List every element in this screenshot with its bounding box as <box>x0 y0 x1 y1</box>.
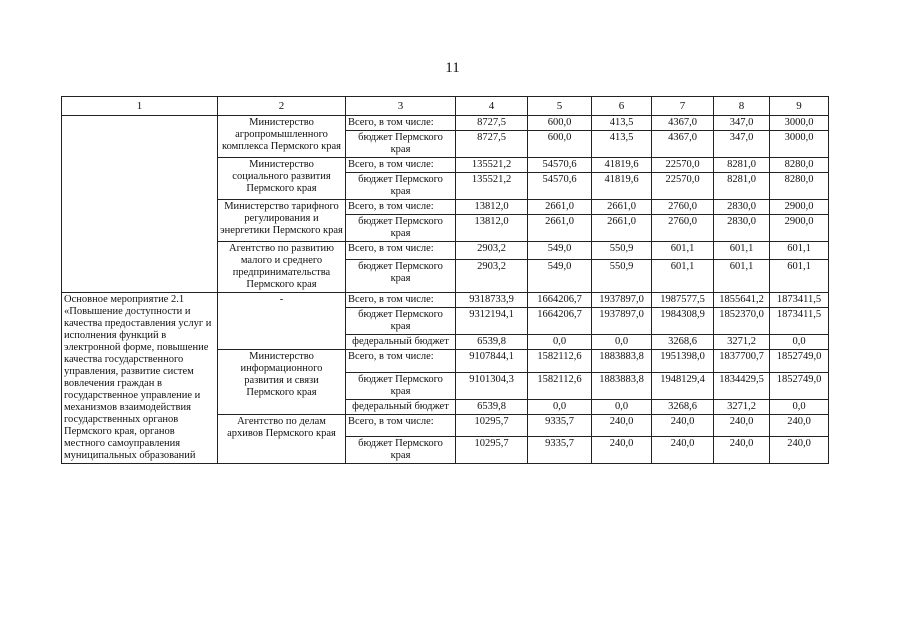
value-cell: 0,0 <box>770 335 829 350</box>
value-cell: 0,0 <box>592 335 652 350</box>
value-cell: 4367,0 <box>652 116 714 131</box>
value-cell: 3271,2 <box>714 399 770 414</box>
funding-source-cell: Всего, в том числе: <box>346 158 456 173</box>
value-cell: 2830,0 <box>714 200 770 215</box>
funding-source-cell: бюджет Пермского края <box>346 372 456 399</box>
value-cell: 240,0 <box>714 414 770 437</box>
table-row <box>62 293 829 308</box>
header-row <box>62 97 829 116</box>
funding-source-cell: Всего, в том числе: <box>346 293 456 308</box>
value-cell: 2900,0 <box>770 215 829 242</box>
value-cell: 240,0 <box>652 414 714 437</box>
value-cell: 1883883,8 <box>592 372 652 399</box>
column-header: 3 <box>346 97 456 116</box>
value-cell: 347,0 <box>714 131 770 158</box>
value-cell: 9107844,1 <box>456 350 528 373</box>
value-cell: 601,1 <box>714 260 770 293</box>
value-cell: 413,5 <box>592 131 652 158</box>
column-header: 5 <box>528 97 592 116</box>
value-cell: 9335,7 <box>528 414 592 437</box>
value-cell: 240,0 <box>770 414 829 437</box>
value-cell: 549,0 <box>528 260 592 293</box>
value-cell: 549,0 <box>528 242 592 260</box>
value-cell: 1664206,7 <box>528 293 592 308</box>
value-cell: 6539,8 <box>456 399 528 414</box>
value-cell: 600,0 <box>528 131 592 158</box>
value-cell: 8727,5 <box>456 131 528 158</box>
value-cell: 135521,2 <box>456 158 528 173</box>
value-cell: 3268,6 <box>652 399 714 414</box>
value-cell: 10295,7 <box>456 414 528 437</box>
value-cell: 22570,0 <box>652 158 714 173</box>
value-cell: 601,1 <box>652 242 714 260</box>
value-cell: 1664206,7 <box>528 308 592 335</box>
value-cell: 8727,5 <box>456 116 528 131</box>
value-cell: 2900,0 <box>770 200 829 215</box>
value-cell: 13812,0 <box>456 215 528 242</box>
value-cell: 22570,0 <box>652 173 714 200</box>
value-cell: 601,1 <box>770 260 829 293</box>
value-cell: 600,0 <box>528 116 592 131</box>
value-cell: 240,0 <box>652 437 714 464</box>
value-cell: 8281,0 <box>714 158 770 173</box>
value-cell: 9101304,3 <box>456 372 528 399</box>
column-header: 8 <box>714 97 770 116</box>
value-cell: 0,0 <box>528 335 592 350</box>
value-cell: 240,0 <box>770 437 829 464</box>
value-cell: 4367,0 <box>652 131 714 158</box>
funding-source-cell: бюджет Пермского края <box>346 215 456 242</box>
funding-source-cell: бюджет Пермского края <box>346 173 456 200</box>
page-number: 11 <box>445 60 460 76</box>
value-cell: 1852749,0 <box>770 350 829 373</box>
activity-cell: Основное мероприятие 2.1 «Повышение доступности и качества предоставления услуг и исполнения функций в электронной форме, повышение качества государственного управления, развитие систем вовлечения граждан в государственное управление и механизмов взаимодействия государственных органов Пермского края, органов местного самоуправления муниципальных образований <box>62 293 218 464</box>
value-cell: 240,0 <box>592 437 652 464</box>
executor-cell: Агентство по развитию малого и среднего предпринимательства Пермского края <box>218 242 346 293</box>
value-cell: 54570,6 <box>528 158 592 173</box>
value-cell: 1937897,0 <box>592 308 652 335</box>
value-cell: 550,9 <box>592 242 652 260</box>
value-cell: 347,0 <box>714 116 770 131</box>
value-cell: 3268,6 <box>652 335 714 350</box>
funding-source-cell: бюджет Пермского края <box>346 308 456 335</box>
value-cell: 1852370,0 <box>714 308 770 335</box>
value-cell: 2903,2 <box>456 260 528 293</box>
executor-cell: Министерство агропромышленного комплекса Пермского края <box>218 116 346 158</box>
value-cell: 1984308,9 <box>652 308 714 335</box>
funding-source-cell: бюджет Пермского края <box>346 437 456 464</box>
value-cell: 601,1 <box>770 242 829 260</box>
funding-source-cell: Всего, в том числе: <box>346 242 456 260</box>
value-cell: 1852749,0 <box>770 372 829 399</box>
value-cell: 1987577,5 <box>652 293 714 308</box>
value-cell: 1837700,7 <box>714 350 770 373</box>
value-cell: 3000,0 <box>770 131 829 158</box>
value-cell: 54570,6 <box>528 173 592 200</box>
value-cell: 1582112,6 <box>528 372 592 399</box>
value-cell: 41819,6 <box>592 173 652 200</box>
value-cell: 2760,0 <box>652 215 714 242</box>
value-cell: 9318733,9 <box>456 293 528 308</box>
value-cell: 2760,0 <box>652 200 714 215</box>
value-cell: 2903,2 <box>456 242 528 260</box>
column-header: 7 <box>652 97 714 116</box>
value-cell: 9312194,1 <box>456 308 528 335</box>
activity-cell <box>62 116 218 293</box>
value-cell: 10295,7 <box>456 437 528 464</box>
value-cell: 240,0 <box>714 437 770 464</box>
value-cell: 2661,0 <box>592 200 652 215</box>
executor-cell: Агентство по делам архивов Пермского края <box>218 414 346 464</box>
executor-cell: Министерство информационного развития и связи Пермского края <box>218 350 346 415</box>
value-cell: 413,5 <box>592 116 652 131</box>
value-cell: 1855641,2 <box>714 293 770 308</box>
funding-source-cell: бюджет Пермского края <box>346 260 456 293</box>
value-cell: 601,1 <box>714 242 770 260</box>
value-cell: 13812,0 <box>456 200 528 215</box>
value-cell: 1951398,0 <box>652 350 714 373</box>
value-cell: 1873411,5 <box>770 308 829 335</box>
value-cell: 3000,0 <box>770 116 829 131</box>
value-cell: 550,9 <box>592 260 652 293</box>
value-cell: 8280,0 <box>770 158 829 173</box>
value-cell: 0,0 <box>770 399 829 414</box>
funding-source-cell: федеральный бюджет <box>346 399 456 414</box>
value-cell: 1873411,5 <box>770 293 829 308</box>
budget-table <box>61 96 829 464</box>
value-cell: 240,0 <box>592 414 652 437</box>
column-header: 4 <box>456 97 528 116</box>
value-cell: 1937897,0 <box>592 293 652 308</box>
value-cell: 0,0 <box>528 399 592 414</box>
value-cell: 2830,0 <box>714 215 770 242</box>
value-cell: 1948129,4 <box>652 372 714 399</box>
value-cell: 1834429,5 <box>714 372 770 399</box>
value-cell: 9335,7 <box>528 437 592 464</box>
value-cell: 8280,0 <box>770 173 829 200</box>
value-cell: 0,0 <box>592 399 652 414</box>
executor-cell: Министерство социального развития Пермского края <box>218 158 346 200</box>
value-cell: 6539,8 <box>456 335 528 350</box>
table-row <box>62 116 829 131</box>
funding-source-cell: бюджет Пермского края <box>346 131 456 158</box>
value-cell: 2661,0 <box>528 215 592 242</box>
value-cell: 2661,0 <box>528 200 592 215</box>
value-cell: 1582112,6 <box>528 350 592 373</box>
column-header: 2 <box>218 97 346 116</box>
value-cell: 41819,6 <box>592 158 652 173</box>
value-cell: 2661,0 <box>592 215 652 242</box>
column-header: 6 <box>592 97 652 116</box>
value-cell: 1883883,8 <box>592 350 652 373</box>
value-cell: 8281,0 <box>714 173 770 200</box>
funding-source-cell: федеральный бюджет <box>346 335 456 350</box>
funding-source-cell: Всего, в том числе: <box>346 350 456 373</box>
column-header: 9 <box>770 97 829 116</box>
executor-cell: - <box>218 293 346 350</box>
value-cell: 3271,2 <box>714 335 770 350</box>
value-cell: 601,1 <box>652 260 714 293</box>
funding-source-cell: Всего, в том числе: <box>346 200 456 215</box>
funding-source-cell: Всего, в том числе: <box>346 116 456 131</box>
executor-cell: Министерство тарифного регулирования и энергетики Пермского края <box>218 200 346 242</box>
funding-source-cell: Всего, в том числе: <box>346 414 456 437</box>
column-header: 1 <box>62 97 218 116</box>
value-cell: 135521,2 <box>456 173 528 200</box>
